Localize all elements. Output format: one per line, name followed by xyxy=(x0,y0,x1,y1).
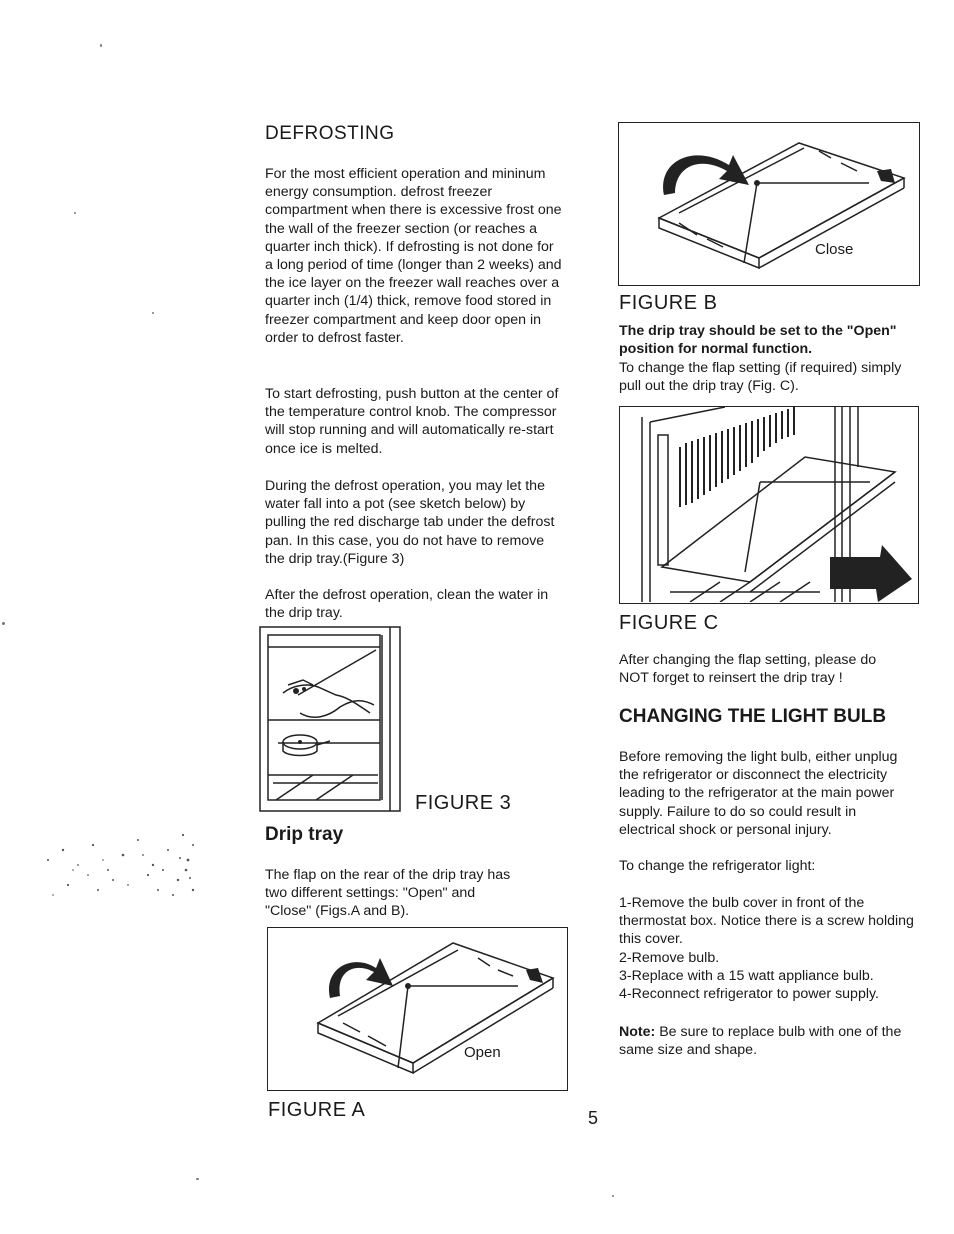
page-number: 5 xyxy=(588,1108,599,1128)
figure-c-after-text: After changing the flap setting, please do NOT forget to reinsert the drip tray ! xyxy=(619,652,877,687)
figure-a-illustration xyxy=(267,927,568,1091)
drip-tray-heading: Drip tray xyxy=(265,824,344,845)
figure-b-text: To change the flap setting (if required) simply pull out the drip tray (Fig. C). xyxy=(619,360,902,395)
light-bulb-step-3: 3-Replace with a 15 watt appliance bulb. xyxy=(619,967,874,984)
light-bulb-steps xyxy=(619,894,914,1003)
scan-noise-patch xyxy=(28,820,200,915)
defrosting-heading: DEFROSTING xyxy=(265,123,395,144)
figure-b-illustration xyxy=(618,122,920,286)
drip-tray-open-drawing xyxy=(268,928,566,1089)
scan-speck xyxy=(100,44,102,47)
scan-speck xyxy=(196,1178,199,1180)
note-text: Be sure to replace bulb with one of the same size and shape. xyxy=(619,1024,902,1059)
figure-3-caption: FIGURE 3 xyxy=(415,792,512,814)
light-bulb-step-4: 4-Reconnect refrigerator to power supply. xyxy=(619,986,879,1003)
light-bulb-change-intro: To change the refrigerator light: xyxy=(619,858,816,874)
defrosting-paragraph-3: During the defrost operation, you may let the water fall into a pot (see sketch below) by pulling the red discharge tab under the defrost pan. In this case, you do not have to remove the drip tray.(Figure 3) xyxy=(265,478,555,567)
drip-tray-text: The flap on the rear of the drip tray has two different settings: "Open" and "Close" (Figs.A and B). xyxy=(265,867,511,920)
figure-b-close-label: Close xyxy=(815,241,854,258)
defrosting-paragraph-4: After the defrost operation, clean the water in the drip tray. xyxy=(265,587,549,622)
figure-b-caption: FIGURE B xyxy=(619,292,718,314)
scan-speck xyxy=(612,1195,614,1197)
light-bulb-step-1: 1-Remove the bulb cover in front of the thermostat box. Notice there is a screw holding this cover. xyxy=(619,895,914,948)
figure-b-bold-text: The drip tray should be set to the "Open" position for normal function. xyxy=(619,323,897,358)
light-bulb-note xyxy=(619,1023,909,1059)
scan-speck xyxy=(2,622,5,625)
light-bulb-heading: CHANGING THE LIGHT BULB xyxy=(619,706,887,727)
scan-speck xyxy=(74,212,76,214)
scan-speck xyxy=(152,312,154,314)
figure-c-illustration xyxy=(619,406,919,604)
drip-tray-close-drawing xyxy=(619,123,918,284)
figure-a-open-label: Open xyxy=(464,1044,501,1061)
light-bulb-step-2: 2-Remove bulb. xyxy=(619,949,720,966)
defrosting-paragraph-1: For the most efficient operation and mininum energy consumption. defrost freezer compartment when there is excessive frost one the wall of the freezer section (or reaches a quarter inch thick). If defrosting is not done for a long period of time (longer than 2 weeks) and the ice layer on the freezer wall reaches over a quarter inch (1/4) thick, remove food stored in freezer compartment and keep door open in order to defrost faster. xyxy=(265,166,562,346)
scan-noise-drawing xyxy=(28,820,200,915)
figure-c-caption: FIGURE C xyxy=(619,612,719,634)
note-label: Note: xyxy=(619,1024,656,1040)
figure-a-caption: FIGURE A xyxy=(268,1099,366,1121)
pull-out-drip-tray-drawing xyxy=(620,407,917,602)
defrosting-paragraph-2: To start defrosting, push button at the center of the temperature control knob. The compressor will stop running and will automatically re-start once ice is melted. xyxy=(265,386,559,457)
figure-3-illustration xyxy=(258,625,402,813)
light-bulb-intro: Before removing the light bulb, either unplug the refrigerator or disconnect the electricity leading to the refrigerator at the main power supply. Failure to do so could result in electrical shock or personal injury. xyxy=(619,749,898,838)
freezer-pot-drawing xyxy=(258,625,402,813)
